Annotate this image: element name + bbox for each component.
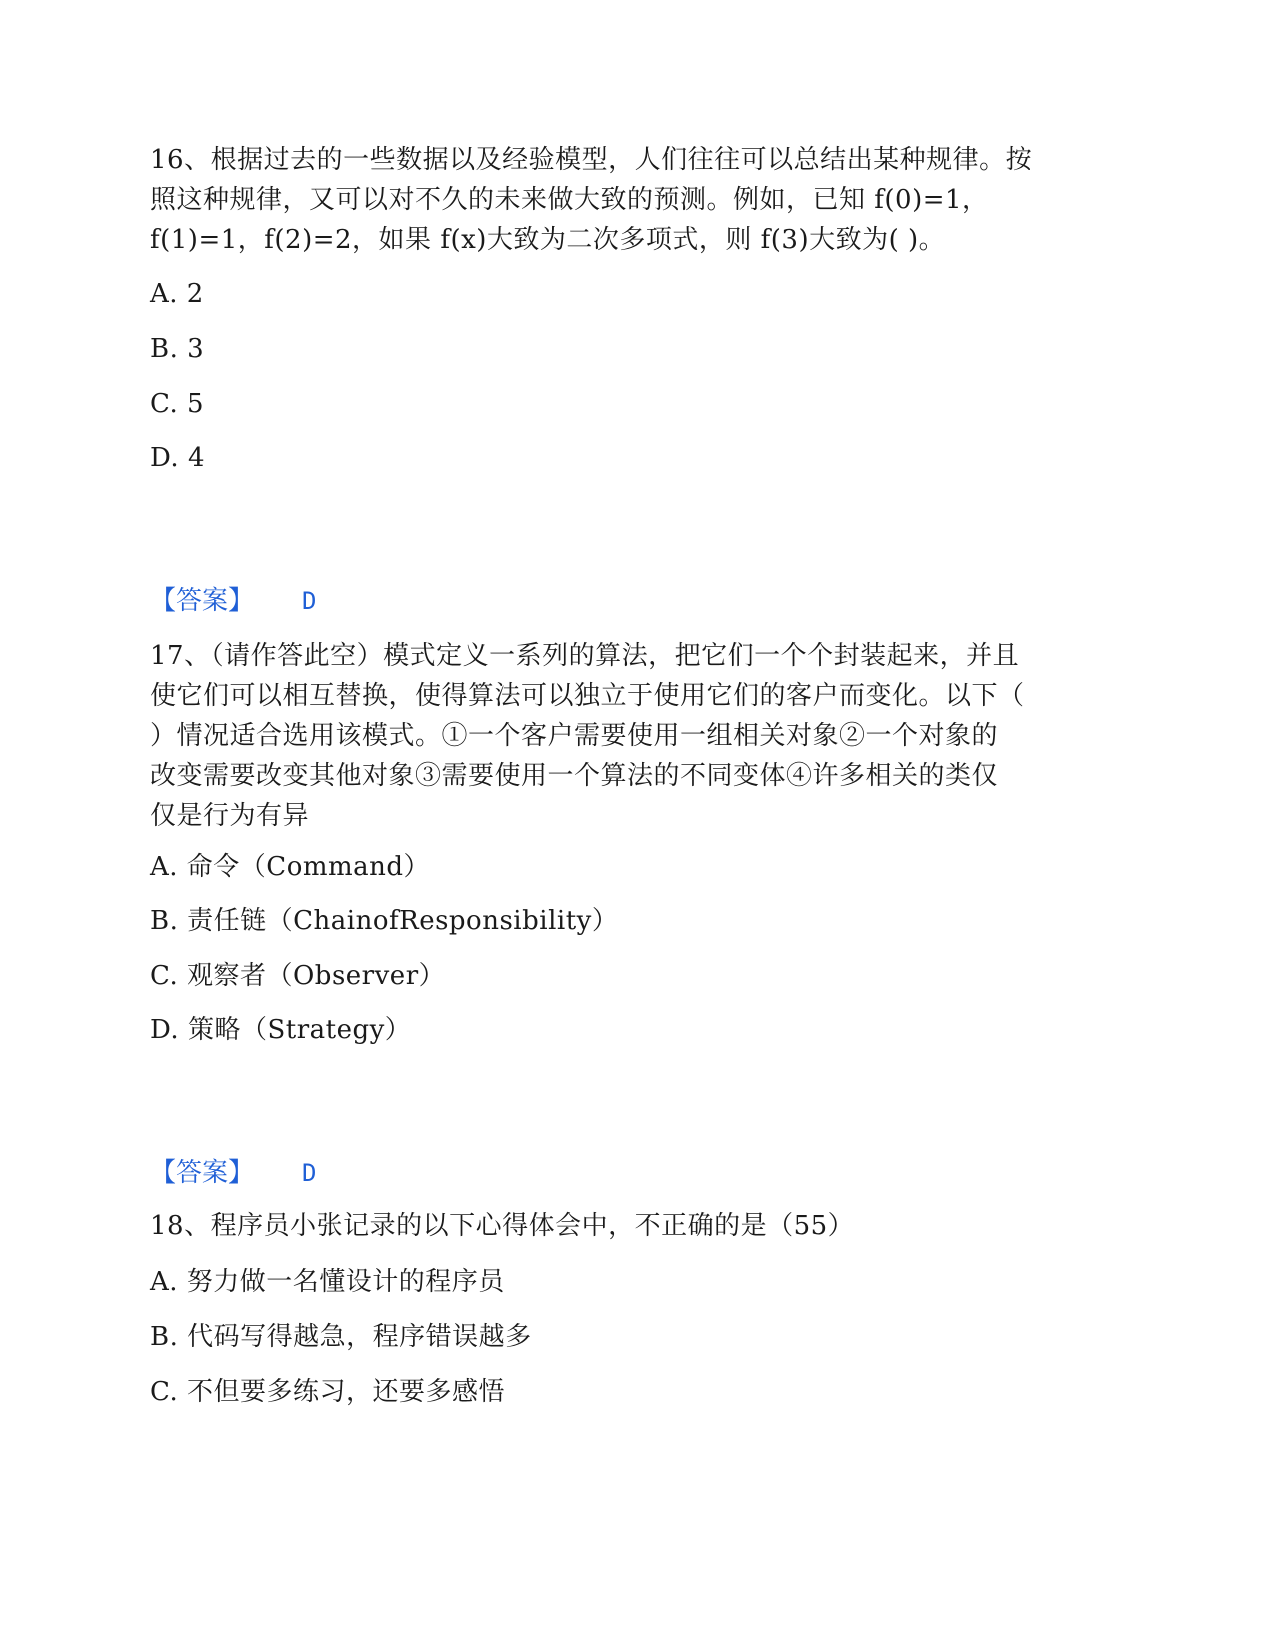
question-line: ）情况适合选用该模式。①一个客户需要使用一组相关对象②一个对象的 xyxy=(150,721,999,751)
question-line: 17、（请作答此空）模式定义一系列的算法，把它们一个个封装起来，并且 xyxy=(150,641,1020,671)
answer-label: 【答案】 xyxy=(150,1158,255,1188)
question-17-text xyxy=(150,636,1110,836)
question-16-option-d: D. 4 xyxy=(150,443,205,473)
question-line: 18、程序员小张记录的以下心得体会中，不正确的是（55） xyxy=(150,1211,855,1241)
question-line: 使它们可以相互替换，使得算法可以独立于使用它们的客户而变化。以下（ xyxy=(150,681,1025,711)
question-16-answer xyxy=(150,583,316,619)
question-line: 照这种规律，又可以对不久的未来做大致的预测。例如，已知 f(0)=1， xyxy=(150,185,989,215)
question-line: 仅是行为有异 xyxy=(150,801,310,831)
question-17-option-c: C. 观察者（Observer） xyxy=(150,961,446,991)
question-16-option-a: A. 2 xyxy=(150,279,204,309)
question-16-text xyxy=(150,140,1110,260)
question-18-option-b: B. 代码写得越急，程序错误越多 xyxy=(150,1322,532,1352)
question-line: 16、根据过去的一些数据以及经验模型，人们往往可以总结出某种规律。按 xyxy=(150,145,1033,175)
question-17-option-d: D. 策略（Strategy） xyxy=(150,1015,412,1045)
question-16-option-c: C. 5 xyxy=(150,389,205,419)
answer-value: D xyxy=(302,1159,317,1187)
question-line: 改变需要改变其他对象③需要使用一个算法的不同变体④许多相关的类仅 xyxy=(150,761,999,791)
answer-label: 【答案】 xyxy=(150,586,255,616)
question-18-option-a: A. 努力做一名懂设计的程序员 xyxy=(150,1267,505,1297)
question-18-text xyxy=(150,1206,1110,1246)
answer-value: D xyxy=(302,587,317,615)
question-17-option-b: B. 责任链（ChainofResponsibility） xyxy=(150,906,619,936)
question-line: f(1)=1，f(2)=2，如果 f(x)大致为二次多项式，则 f(3)大致为( )。 xyxy=(150,225,946,255)
question-18-option-c: C. 不但要多练习，还要多感悟 xyxy=(150,1377,505,1407)
question-17-option-a: A. 命令（Command） xyxy=(150,852,431,882)
question-16-option-b: B. 3 xyxy=(150,334,205,364)
question-17-answer xyxy=(150,1155,316,1191)
